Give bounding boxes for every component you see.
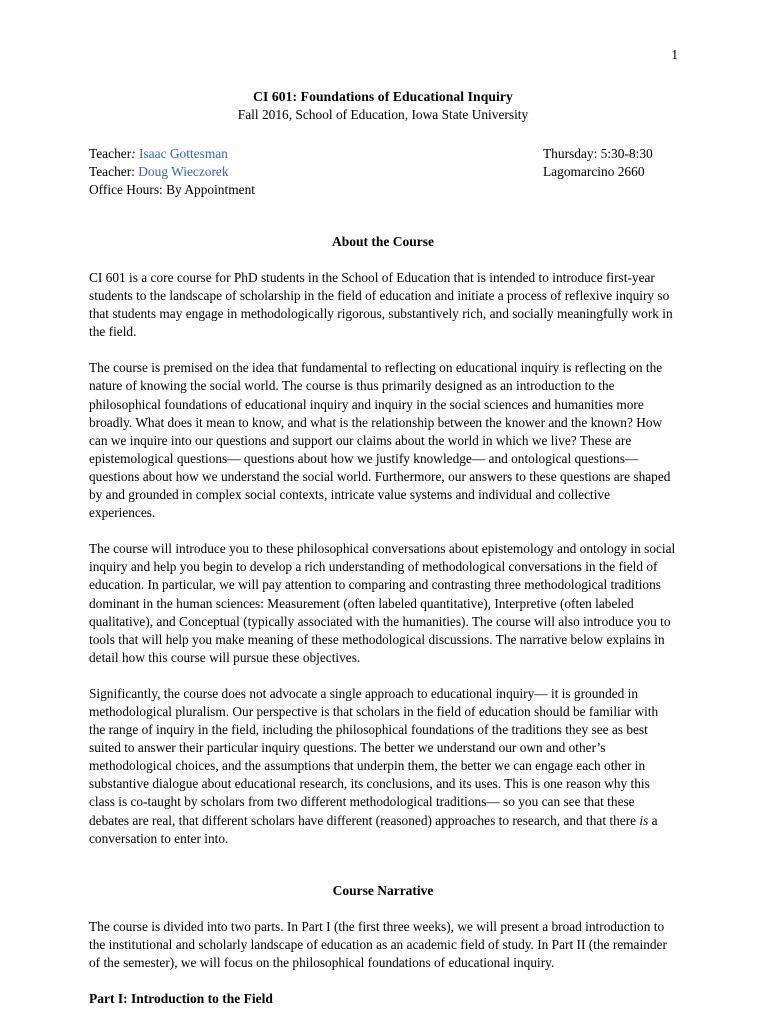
office-hours-line: Office Hours: By Appointment [89,182,256,197]
spacer [89,848,677,882]
meeting-time: Thursday: 5:30-8:30 [543,146,653,161]
about-paragraph-4-text-end: a conversation to enter into. [89,812,658,846]
schedule-info [543,145,743,181]
about-paragraph-4 [89,685,677,848]
about-paragraph-4-text-start: Significantly, the course does not advocate a single approach to educational inquiry— it is grounded in methodological pluralism. Our perspective is that scholars in the field of education should be familiar with the range of inquiry in the field, including the philosophical foundations of the traditions they see as best suited to answer their particular inquiry questions. The better we understand our own and other’s methodological choices, and the assumptions that underpin them, the better we can engage each other in substantive dialogue about educational research, its conclusions, and its uses. This is one reason why this class is co-taught by scholars from two different methodological traditions— so you can see that these debates are real, that different scholars have different (reasoned) approaches to research, and that there [89,685,659,828]
instructor-info [89,145,442,199]
teacher-1-colon: : [131,146,136,161]
teacher-1-name-link[interactable]: Isaac Gottesman [139,146,228,161]
teacher-2-name-link[interactable]: Doug Wieczorek [138,164,229,179]
spacer [89,900,677,918]
about-the-course-heading: About the Course [331,234,434,249]
document-subtitle: Fall 2016, School of Education, Iowa State University [237,107,529,122]
course-narrative-heading: Course Narrative [332,882,434,898]
about-paragraph-1: CI 601 is a core course for PhD students in the School of Education that is intended to introduce first-year students to the landscape of scholarship in the field of education and initiate a process of reflexive inquiry so that students may engage in methodologically rigorous, substantively rich, and socially meaningfully work in the field. [89,270,673,340]
spacer [89,522,677,540]
teacher-2-label: Teacher: [89,164,135,179]
page-number: 1 [671,47,678,62]
about-paragraph-4-emphasis: is [639,812,649,828]
spacer [89,341,677,359]
spacer [89,251,677,269]
spacer [89,972,677,990]
document-title: CI 601: Foundations of Educational Inquiry [253,89,513,104]
about-paragraph-3: The course will introduce you to these philosophical conversations about epistemology and ontology in social inquiry and help you begin to develop a rich understanding of methodological conversations in the field of education. In particular, we will pay attention to comparing and contrasting three methodological traditions dominant in the human sciences: Measurement (often labeled quantitative), Interpretive (often labeled qualitative), and Conceptual (typically associated with the humanities). The course will also introduce you to tools that will help you make meaning of these methodological discussions. The narrative below explains in detail how this course will pursue these objectives. [89,541,676,665]
spacer [89,667,677,685]
narrative-paragraph-1: The course is divided into two parts. In Part I (the first three weeks), we will present a broad introduction to the institutional and scholarly landscape of education as an academic field of study. In Part II (the remainder of the semester), we will focus on the philosophical foundations of educational inquiry. [89,918,667,970]
teacher-1-label: Teacher: [89,146,136,161]
teacher-2-line [89,163,442,181]
teacher-1-line [89,145,442,163]
document-content [89,88,677,1008]
meeting-location: Lagomarcino 2660 [543,164,645,179]
part-1-heading: Part I: Introduction to the Field [89,991,273,1006]
about-paragraph-2: The course is premised on the idea that fundamental to reflecting on educational inquiry is reflecting on the nature of knowing the social world. The course is thus primarily designed as an introduction to the philosophical foundations of educational inquiry and inquiry in the social sciences and humanities more broadly. What does it mean to know, and what is the relationship between the knower and the known? How can we inquire into our questions and support our claims about the world in which we live? These are epistemological questions— questions about how we justify knowledge— and ontological questions— questions about how we understand the social world. Furthermore, our answers to these questions are shaped by and grounded in complex social contexts, intricate value systems and individual and collective experiences. [89,360,671,521]
spacer [89,199,677,233]
course-meta-block [89,145,677,199]
